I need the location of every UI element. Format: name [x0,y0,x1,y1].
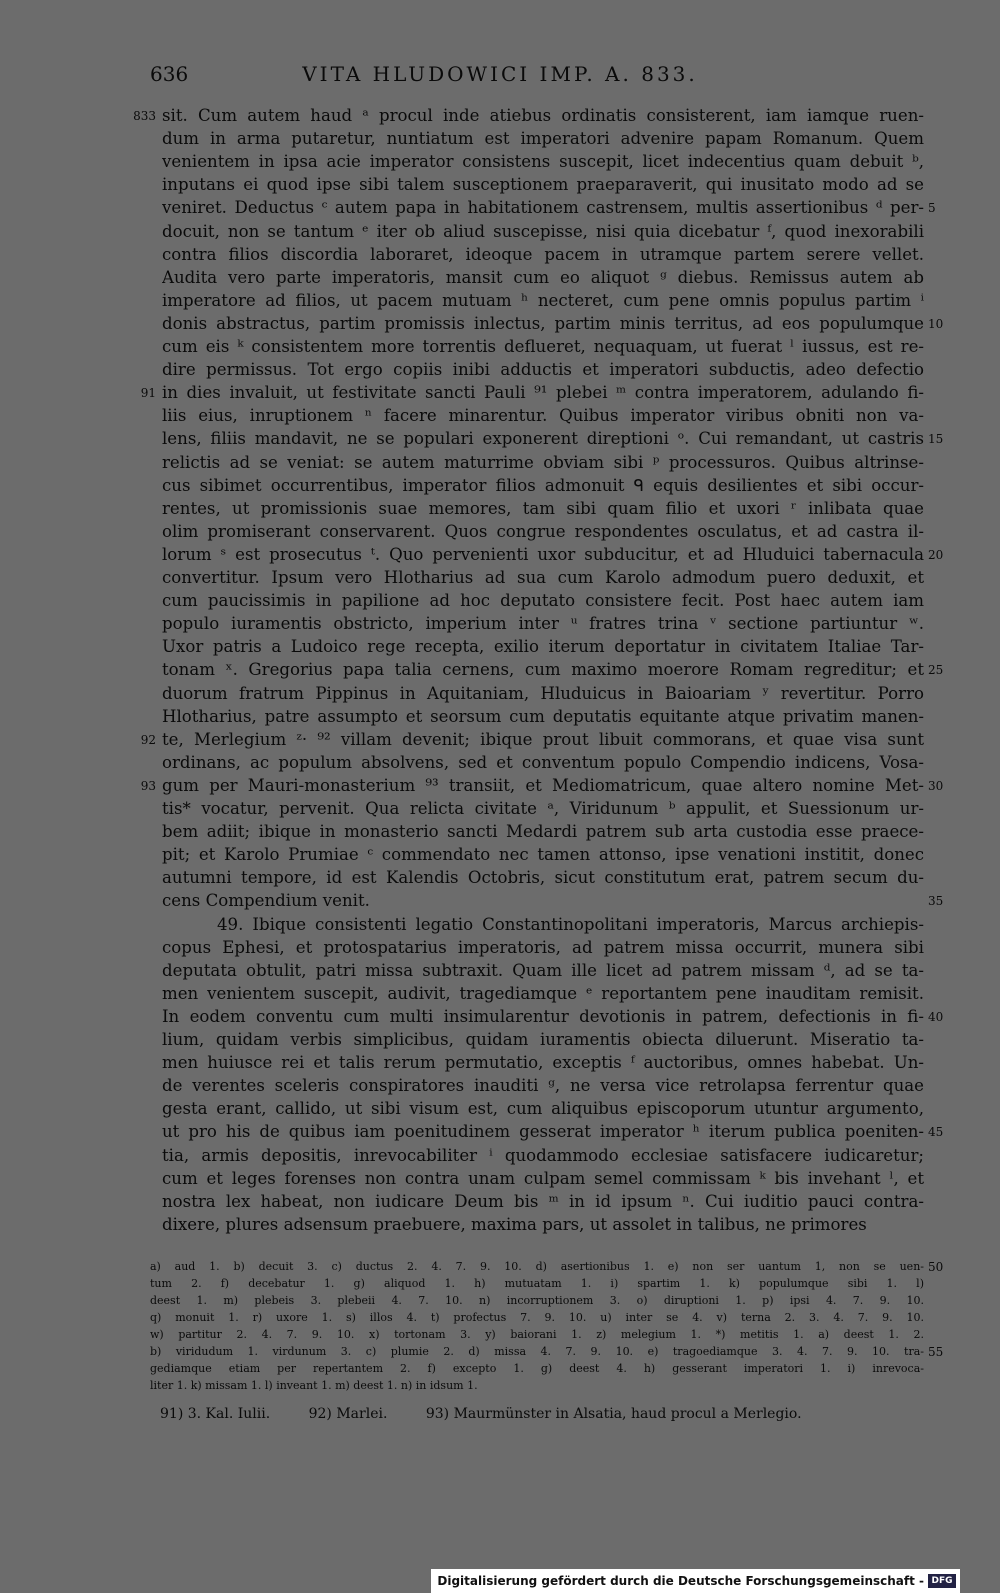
text-line: cens Compendium venit. [162,891,370,911]
text-line: in dies invaluit, ut festivitate sancti Pauli ⁹¹ plebei ᵐ contra imperatorem, adulando fi- [162,383,924,403]
text-line: cum et leges forenses non contra unam culpam semel commissam ᵏ bis invehant ˡ, et [162,1168,924,1188]
footnote-line: gediamque etiam per repertantem 2. f) excepto 1. g) deest 4. h) gesserant imperatori 1. i) inrevoca- [150,1362,924,1375]
text-line: dire permissus. Tot ergo copiis inibi adductis et imperatori subductis, adeo defectio [162,360,924,380]
text-line: te, Merlegium ᶻ· ⁹² villam devenit; ibique prout libuit commorans, et quae visa sunt [162,729,924,749]
note-91: 91) 3. Kal. Iulii. [160,1406,271,1422]
text-line: autumni tempore, id est Kalendis Octobris, sicut constitutum erat, patrem secum du- [162,868,924,888]
footnote-line: deest 1. m) plebeis 3. plebeii 4. 7. 10. n) incorruptionem 3. o) diruptioni 1. p) ipsi 4. 7. 9. 10. [150,1294,924,1307]
text-line: inputans ei quod ipse sibi talem susceptionem praeparaverit, qui inusitato modo ad se [162,175,924,195]
note-92: 92) Marlei. [308,1406,388,1422]
dfg-logo: DFG [928,1574,956,1588]
text-line: cum paucissimis in papilione ad hoc deputato consistere fecit. Post haec autem iam [162,591,924,611]
text-line: ordinans, ac populum absolvens, sed et conventum populo Compendio indicens, Vosa- [162,752,924,772]
note-93: 93) Maurmünster in Alsatia, haud procul a Merlegio. [425,1406,802,1422]
text-line: duorum fratrum Pippinus in Aquitaniam, Hluduicus in Baioariam ʸ revertitur. Porro [162,683,924,703]
text-line: sit. Cum autem haud ᵃ procul inde atiebus ordinatis consisterent, iam iamque ruen- [162,106,924,125]
text-line: tonam ˣ. Gregorius papa talia cernens, cum maximo moerore Romam regreditur; et [162,660,924,680]
text-line: men huiusce rei et talis rerum permutatio, exceptis ᶠ auctoribus, omnes habebat. Un- [162,1053,924,1073]
line-number: 25 [928,663,944,678]
digitization-credit [431,1569,960,1593]
line-number: 40 [928,1009,944,1024]
line-number: 20 [928,547,944,562]
line-number: 45 [928,1125,944,1140]
footnote-line: w) partitur 2. 4. 7. 9. 10. x) tortonam 3. y) baiorani 1. z) melegium 1. *) metitis 1. a) deest 1. 2. [150,1328,924,1341]
text-line: relictis ad se veniat: se autem maturrime obviam sibi ᵖ processuros. Quibus altrinse- [162,452,924,472]
text-line: populo iuramentis obstricto, imperium inter ᵘ fratres trina ᵛ sectione partiuntur ʷ. [162,614,924,634]
text-line: men venientem suscepit, audivit, tragediamque ᵉ reportantem pene inauditam remisit. [162,983,924,1003]
text-line: pit; et Karolo Prumiae ᶜ commendato nec tamen attonso, ipse venationi institit, donec [162,845,924,865]
page-header [0,62,1000,92]
text-line: docuit, non se tantum ᵉ iter ob aliud suscepisse, nisi quia dicebatur ᶠ, quod inexorabili [162,221,924,241]
text-line: liis eius, inruptionem ⁿ facere minarentur. Quibus imperator viribus obniti non va- [162,406,924,426]
text-line: ut pro his de quibus iam poenitudinem gesserat imperator ʰ iterum publica poeniten- [162,1122,924,1142]
footnote-line: b) viridudum 1. virdunum 3. c) plumie 2. d) missa 4. 7. 9. 10. e) tragoediamque 3. 4. 7. 9. 10. tra- [150,1345,924,1358]
text-line: cus sibimet occurrentibus, imperator filios admonuit ᑫ equis desilientes et sibi occur- [162,475,924,495]
footnote-line-number: 55 [928,1345,944,1359]
line-number: 10 [928,316,944,331]
text-line: bem adiit; ibique in monasterio sancti Medardi patrem sub arta custodia esse praece- [162,822,924,842]
text-line: de verentes sceleris conspiratores inauditi ᵍ, ne versa vice retrolapsa ferrentur quae [162,1076,924,1096]
text-line: donis abstractus, partim promissis inlectus, partim minis territus, ad eos populumque [162,313,924,333]
text-line: dixere, plures adsensum praebuere, maxima pars, ut assolet in talibus, ne primores [162,1214,867,1234]
text-line: veniret. Deductus ᶜ autem papa in habitationem castrensem, multis assertionibus ᵈ per- [162,198,924,218]
line-number: 5 [928,201,936,216]
text-line: nostra lex habeat, non iudicare Deum bis ᵐ in id ipsum ⁿ. Cui iuditio pauci contra- [162,1191,924,1211]
line-number: 30 [928,778,944,793]
text-line: In eodem conventu cum multi insimularentur devotionis in patrem, defectionis in fi- [162,1006,924,1026]
text-line: venientem in ipsa acie imperator consistens suscepit, licet indecentius quam debuit ᵇ, [162,152,924,172]
credit-text: Digitalisierung gefördert durch die Deutsche Forschungsgemeinschaft - [437,1574,924,1588]
footnote-line: a) aud 1. b) decuit 3. c) ductus 2. 4. 7. 9. 10. d) asertionibus 1. e) non ser uantum 1, non se uen- [150,1260,924,1273]
text-line: convertitur. Ipsum vero Hlotharius ad sua cum Karolo admodum puero deduxit, et [162,568,924,587]
margin-note: 93 [140,778,156,793]
numbered-notes [160,1403,920,1425]
text-line: lens, filiis mandavit, ne se populari exponerent direptioni ᵒ. Cui remandant, ut castris [162,429,924,449]
text-line: gesta erant, callido, ut sibi visum est, cum aliquibus episcoporum utuntur argumento, [162,1099,924,1119]
text-line: copus Ephesi, et protospatarius imperatoris, ad patrem missa occurrit, munera sibi [162,937,924,957]
text-line: 49. Ibique consistenti legatio Constantinopolitani imperatoris, Marcus archiepis- [217,914,924,934]
text-line: Audita vero parte imperatoris, mansit cum eo aliquot ᵍ diebus. Remissus autem ab [162,267,924,287]
line-number: 15 [928,432,944,447]
margin-note: 91 [140,386,156,401]
text-line: dum in arma putaretur, nuntiatum est imperatori advenire papam Romanum. Quem [162,129,924,149]
text-line: contra filios discordia laboraret, ideoque pacem in utramque partem serere vellet. [162,244,924,264]
line-number: 35 [928,894,944,909]
text-line: Uxor patris a Ludoico rege recepta, exilio iterum deportatur in civitatem Italiae Tar- [162,637,924,657]
text-line: rentes, ut promissionis suae memores, tam sibi quam filio et uxori ʳ inlibata quae [162,498,924,518]
text-line: Hlotharius, patre assumpto et seorsum cum deputatis equitante atque privatim manen- [162,706,924,726]
page-number: 636 [150,62,189,86]
running-title: VITA HLUDOWICI IMP. A. 833. [302,62,698,86]
text-line: gum per Mauri-monasterium ⁹³ transiit, et Mediomatricum, quae altero nomine Met- [162,775,924,795]
footnote-line: q) monuit 1. r) uxore 1. s) illos 4. t) profectus 7. 9. 10. u) inter se 4. v) terna 2. 3. 4. 7. 9. 10. [150,1311,924,1324]
text-line: olim promiserant conservarent. Quos congrue respondentes osculatus, et ad castra il- [162,521,924,541]
footnote-line: liter 1. k) missam 1. l) inveant 1. m) deest 1. n) in idsum 1. [150,1379,478,1392]
text-line: tis* vocatur, pervenit. Qua relicta civitate ᵃ, Viridunum ᵇ appulit, et Suessionum ur- [162,799,924,818]
text-line: tia, armis depositis, inrevocabiliter ⁱ quodammodo ecclesiae satisfacere iudicaretur; [162,1145,924,1165]
footnote-line-number: 50 [928,1260,944,1274]
text-line: deputata obtulit, patri missa subtraxit. Quam ille licet ad patrem missam ᵈ, ad se ta- [162,960,924,980]
text-line: imperatore ad filios, ut pacem mutuam ʰ necteret, cum pene omnis populus partim ⁱ [162,290,924,310]
text-line: cum eis ᵏ consistentem more torrentis deflueret, nequaquam, ut fuerat ˡ iussus, est re- [162,337,924,356]
text-line: lorum ˢ est prosecutus ᵗ. Quo pervenienti uxor subducitur, et ad Hluduici tabernacula [162,544,924,564]
margin-note: 833 [133,109,156,123]
margin-note: 92 [140,732,156,747]
text-line: lium, quidam verbis simplicibus, quidam iuramentis obiecta diluerunt. Miseratio ta- [162,1030,924,1049]
footnote-line: tum 2. f) decebatur 1. g) aliquod 1. h) mutuatam 1. i) spartim 1. k) populumque sibi 1. l) [150,1277,924,1290]
